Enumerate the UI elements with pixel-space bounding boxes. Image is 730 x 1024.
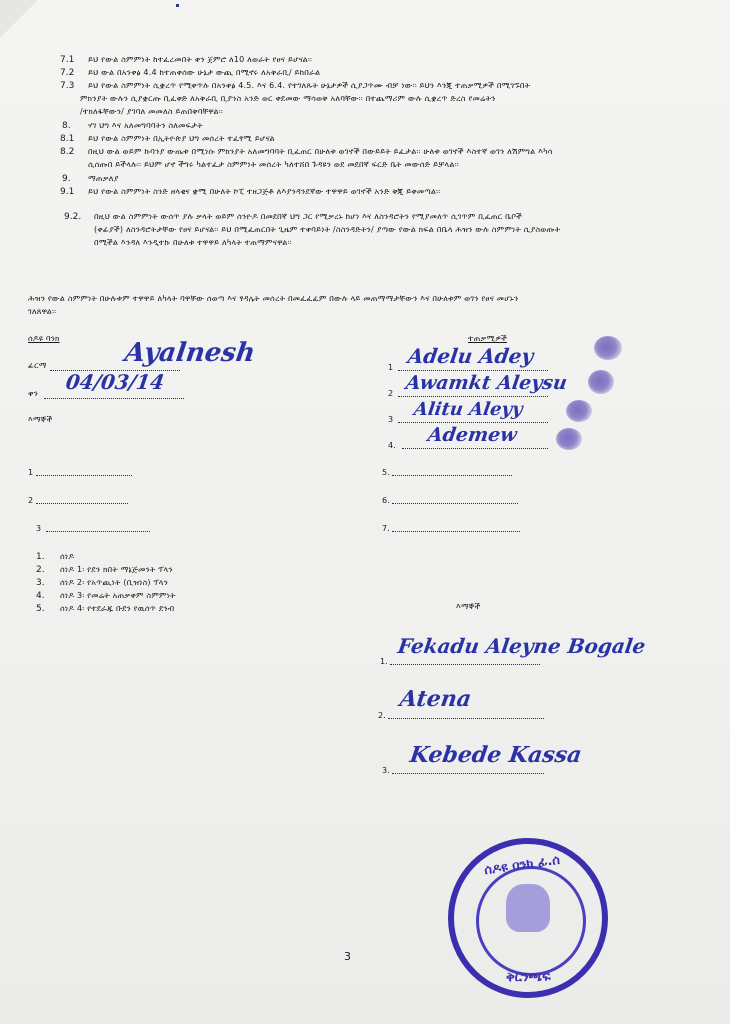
left-party-date: 04/03/14 xyxy=(64,370,166,394)
section-8-heading: ሃገ ህግ እና አለመግባባትን ስለመፍታት xyxy=(88,121,203,130)
attachment-number: 1. xyxy=(36,552,45,562)
clause-8-1-number: 8.1 xyxy=(60,134,75,144)
clause-7-3-line: ይህ የውል ስምምነት ሲቋረጥ የሚቀጥሉ በአንቀፅ 4.5. እና 6.4. የተገለጹት ሁኔታዎች ሲያጋጥሙ ብቻ ነው፡፡ ይህን እንጂ ተጠቃሚዎች በሚገኙበት xyxy=(88,81,531,90)
right-sign-line xyxy=(402,448,548,449)
bottom-witness-signature: Kebede Kassa xyxy=(408,742,584,768)
right-party-header: ተጠቃሚዎች xyxy=(468,334,507,343)
witness-line xyxy=(36,503,128,504)
attachment-item: ሰነዶ 2፡ የአጥጪነት (ቢዝነስ) ፕላን xyxy=(60,578,169,587)
bottom-witness-number: 3. xyxy=(382,766,391,775)
page-number: 3 xyxy=(344,950,352,963)
thumbprint-mark xyxy=(588,370,614,394)
closing-paragraph-line: ገለጸዋል፡፡ xyxy=(28,307,57,316)
clause-9-2-line: በዚህ ውል ስምምነት ውሰጥ ያሉ ቃላት ወይም ሰንዮዶ በመደበኛ ህግ ጋር የሚቃረኑ ከሆነ እና ለስንዳሮትን የሚያመለጥ ሲገጥም ቢፈጠር ቤቦች xyxy=(94,212,523,221)
attachment-item: ሰነዶ 1፡ የደን ክበት ማኔጅመንት ፕላን xyxy=(60,565,173,574)
bottom-witness-signature: Fekadu Aleyne Bogale xyxy=(396,634,648,658)
right-sign-line xyxy=(398,422,548,423)
beneficiary-signature: Adelu Adey xyxy=(406,344,535,368)
clause-7-3-line: ምክንያት ውሉን ሲያቋርጡ ቢፈቀድ ለአቅራቢ ቢያንስ አንድ ወር ቀደመው ማሳወቅ አለባቸው፡፡ በተጨማሪም ውሉ ሲቋረጥ ድረስ የመሬትን xyxy=(80,94,496,103)
beneficiary-signature: Alitu Aleyy xyxy=(412,399,524,420)
attachment-number: 5. xyxy=(36,604,45,614)
thumbprint-mark xyxy=(566,400,592,422)
clause-7-1-number: 7.1 xyxy=(60,55,75,65)
attachment-number: 3. xyxy=(36,578,45,588)
clause-7-2-number: 7.2 xyxy=(60,68,75,78)
left-witnesses-label: እማኞች xyxy=(28,415,53,424)
section-9-heading: ማጠቃለያ xyxy=(88,174,119,183)
closing-paragraph-line: ሕዝን የውል ስምምነት በሁሉቱም ተዋዋይ ለካላት ባዋቸው ሰወጣ እና ፃዳሌት መሰረት በመፈፈፈም በውሉ ላይ መጠማማታቸውን እና በሁለቱም ወገን የፀና መሆኑን xyxy=(28,294,519,303)
scan-mark xyxy=(176,4,179,7)
stamp-top-text: ሰዶዩ ባንክ ፊ.ሰ xyxy=(483,852,561,879)
left-date-label: ቀን xyxy=(28,389,38,398)
clause-9-2-number: 9.2. xyxy=(64,212,82,222)
right-sign-number: 1 xyxy=(388,363,394,372)
clause-7-3-number: 7.3 xyxy=(60,81,75,91)
bottom-witness-signature: Atena xyxy=(398,686,473,712)
bottom-witness-number: 2. xyxy=(378,711,387,720)
clause-8-2-line: በዚህ ውል ወይም ኩባንያ ውጤቱ በሚነሱ ምክንያት አለመግባባት ቢፈጠር በሁለቱ ወገኖች በውይይት ይፈታል፡፡ ሁለቱ ወገኖች እስተኛ ወገን ለሽምግል እካሳ xyxy=(88,147,553,156)
witness-line xyxy=(392,503,518,504)
witness-number: 3 xyxy=(36,524,42,533)
clause-9-2-line: (ቀፊያች) ለስንዳሮትታቸው የፀና ይሆናል፡፡ ይህ በሚፈጠርበት ጊዜም ተቀባይነት /ስስንዳድትን/ ያጣው የውል ክፍል በቤላ ሕዝን ውሉ ስምምነት ሲያስወጡት xyxy=(94,225,561,234)
clause-7-2-text: ይህ ውል በአንቀፅ 4.4 ከተጠቀሰው ሁኔታ ውጪ በሚኖሩ ለአቅራቢ/ ይከበራል xyxy=(88,68,321,77)
right-sign-number: 4. xyxy=(388,441,397,450)
witness-line xyxy=(36,475,132,476)
attachment-number: 2. xyxy=(36,565,45,575)
thumbprint-mark xyxy=(556,428,582,450)
left-party-signature: Ayalnesh xyxy=(122,338,258,368)
beneficiary-signature: Ademew xyxy=(426,424,519,446)
clause-9-2-line: በሚችል እንዳለ እንዲተኩ በሁለቱ ተዋዋይ ለካላት ተጠማምናዋል፡፡ xyxy=(94,238,292,247)
clause-7-3-line: /ተክለፋቸውን/ ያገባለ መመለስ ይጠበቅባቸዋል፡፡ xyxy=(80,107,223,116)
bottom-witness-line xyxy=(392,773,544,774)
bottom-witnesses-label: እማኞች xyxy=(456,602,481,611)
witness-number: 7. xyxy=(382,524,391,533)
left-date-line xyxy=(44,398,184,399)
bottom-witness-line xyxy=(388,718,544,719)
stamp-bottom-text: ቅርንጫፍ xyxy=(506,970,551,985)
attachment-item: ሰነዶ xyxy=(60,552,75,561)
thumbprint-mark xyxy=(594,336,622,360)
witness-number: 1 xyxy=(28,468,34,477)
left-sign-label: ፊርማ xyxy=(28,361,47,370)
beneficiary-signature: Awamkt Aleysu xyxy=(404,372,569,394)
right-sign-number: 2 xyxy=(388,389,394,398)
witness-number: 2 xyxy=(28,496,34,505)
attachment-item: ሰነዶ 3፡ የመሬት አጠቃቀም ስምምነት xyxy=(60,591,176,600)
bottom-witness-line xyxy=(390,664,540,665)
witness-number: 5. xyxy=(382,468,391,477)
right-sign-number: 3 xyxy=(388,415,394,424)
clause-8-1-text: ይህ የውል ስምምነት በኢትዮጵያ ህግ መሰረት ተፈፃሚ ይሆናል xyxy=(88,134,275,143)
section-9-number: 9. xyxy=(62,174,71,184)
official-stamp xyxy=(448,838,608,998)
clause-8-2-number: 8.2 xyxy=(60,147,75,157)
clause-7-1-text: ይህ የውል ስምምነት ከተፈረመበት ቀን ጀምሮ ለ10 ለወራት የፀና ይሆናል፡፡ xyxy=(88,55,313,64)
bottom-witness-number: 1. xyxy=(380,657,389,666)
stamp-emblem-icon xyxy=(506,884,550,932)
attachment-number: 4. xyxy=(36,591,45,601)
clause-9-1-text: ይህ የውል ስምምነት ስንድ ዘላቂና ቋሚ በሁለት ኮፒ ተዘጋጅቶ ለእያንዳንደኛው ተዋዋይ ወገኖች አንድ ቅጂ ይቀመጣል፡፡ xyxy=(88,187,441,196)
witness-line xyxy=(46,531,150,532)
right-sign-line xyxy=(398,370,548,371)
attachment-item: ሰነዶ 4፡ የተደራጁ ቡደን የዉሰጥ ደንብ xyxy=(60,604,175,613)
witness-line xyxy=(392,475,512,476)
left-party-header: ሰዶዩ ባንክ xyxy=(28,334,60,343)
witness-line xyxy=(392,531,520,532)
section-8-number: 8. xyxy=(62,121,71,131)
clause-8-2-line: ሲሰጡበ ይችላሉ፡፡ ይህም ሆኖ ችግሩ ካልተፈታ ስምምነት መሰረት ካለተሸበ ጉዳዩን ወደ መደበኛ ፍርድ ቤት መውሰድ ይቻላል፡፡ xyxy=(88,160,459,169)
right-sign-line xyxy=(398,396,548,397)
folded-corner xyxy=(0,0,38,38)
witness-number: 6. xyxy=(382,496,391,505)
clause-9-1-number: 9.1 xyxy=(60,187,75,197)
